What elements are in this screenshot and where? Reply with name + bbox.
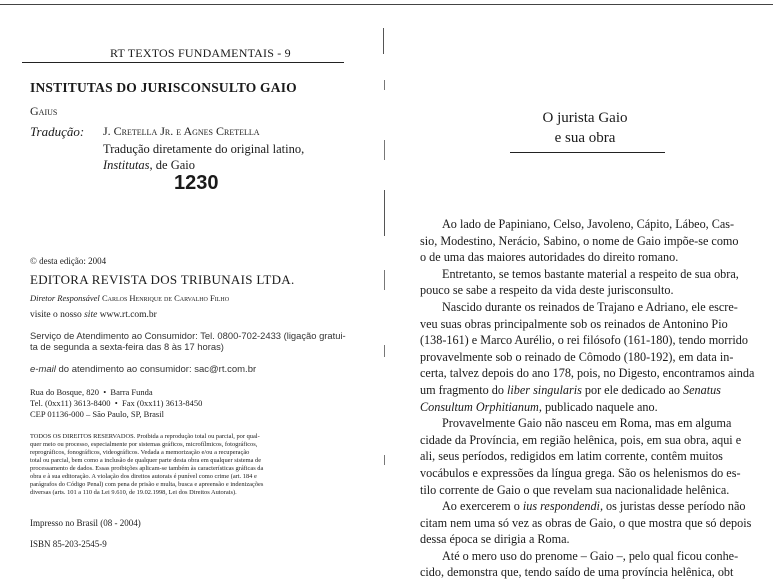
paragraph-line: o de uma das maiores autoridades do direito romano. (420, 250, 679, 265)
rights-line: TODOS OS DIREITOS RESERVADOS. Proibida a reprodução total ou parcial, por qual- (30, 433, 260, 440)
rights-line: total ou parcial, bem como a inclusão de qualquer parte desta obra em qualquer sistema de (30, 457, 262, 464)
running-head: RT TEXTOS FUNDAMENTAIS - 9 (110, 46, 291, 60)
italic-run: Consultum Orphitianum, (420, 399, 542, 414)
paragraph-line: dessa época se dirigia a Roma. (420, 532, 570, 547)
paragraph-line (420, 382, 768, 399)
italic-run: liber singularis (507, 382, 582, 397)
email-label: e-mail (30, 364, 56, 375)
director-label: Diretor Responsável (30, 293, 100, 303)
address-line-3: CEP 01136-000 – São Paulo, SP, Brasil (30, 409, 164, 419)
address-line-1: Rua do Bosque, 820 • Barra Funda (30, 387, 153, 397)
paragraph-line (420, 498, 768, 515)
rights-block (30, 433, 263, 497)
rights-line: reprográficos, fonográficos, videográficos. Vedada a memorização e/ou a recuperação (30, 449, 250, 456)
gutter-mark (384, 140, 385, 160)
latin-title: Institutas, (103, 158, 153, 172)
text-run: um fragmento do (420, 382, 507, 397)
translation-note-rest: de Gaio (152, 158, 196, 172)
translation-label: Tradução: (30, 124, 85, 139)
paragraph-line: citam nem uma só vez as obras de Gaio, o que mostra que só depois (420, 515, 752, 530)
text-run: Ao exercerem o (442, 499, 523, 514)
rights-line: processamento de dados. Essas proibições aplicam-se também às características gráficas da (30, 465, 264, 472)
paragraph-line: Ao lado de Papiniano, Celso, Javoleno, Cápito, Lábeo, Cas- (442, 217, 735, 231)
gutter-mark (384, 345, 385, 357)
paragraph-line: Provavelmente Gaio não nasceu em Roma, mas em alguma (442, 416, 732, 431)
stamp-number: 1230 (174, 172, 219, 194)
book-title: INSTITUTAS DO JURISCONSULTO GAIO (30, 80, 297, 95)
director-name: Carlos Henrique de Carvalho Filho (101, 293, 230, 303)
printed-line: Impresso no Brasil (08 - 2004) (30, 518, 141, 528)
gutter-mark (384, 80, 385, 90)
running-head-rule (22, 62, 344, 63)
italic-run: Senatus (683, 382, 721, 397)
chapter-title-line-1: O jurista Gaio (542, 110, 628, 126)
paragraph-line: Nascido durante os reinados de Trajano e Adriano, ele escre- (442, 299, 738, 314)
publisher: EDITORA REVISTA DOS TRIBUNAIS LTDA. (30, 272, 295, 287)
isbn-line: ISBN 85-203-2545-9 (30, 539, 107, 549)
italic-run: ius respondendi, (522, 499, 603, 514)
paragraph-line: provavelmente sob o reinado de Cômodo (180-192), em data in- (420, 349, 734, 364)
paragraph-line: pouco se sabe a respeito da vida deste jurisconsulto. (420, 283, 674, 298)
paragraph-line: cidade da Província, em região helênica, pois, em sua obra, aqui e (420, 432, 742, 447)
author: Gaius (30, 104, 58, 118)
address-line-2: Tel. (0xx11) 3613-8400 • Fax (0xx11) 3613-8450 (30, 398, 203, 408)
paragraph-line: Até o mero uso do prenome – Gaio –, pelo qual ficou conhe- (442, 548, 739, 563)
paragraph-line: Entretanto, se temos bastante material a respeito de sua obra, (442, 266, 739, 281)
paragraph-line: cido, demonstra que, tendo saído de uma província helênica, obt (420, 565, 734, 580)
paragraph-line: sio, Modestino, Nerácio, Sabino, o nome de Gaio impõe-se como (420, 233, 739, 248)
edition-line: © desta edição: 2004 (30, 256, 107, 266)
email-line (30, 364, 256, 375)
top-rule (0, 4, 773, 5)
paragraph-line (420, 399, 768, 416)
paragraph-line: vocábulos e expressões da língua grega. São os helenismos do es- (420, 465, 741, 480)
service-line-2: ta de segunda a sexta-feira das 8 às 17 horas) (30, 341, 224, 352)
rights-line: diversas (arts. 101 a 110 da Lei 9.610, de 19.02.1998, Lei dos Direitos Autorais). (30, 489, 237, 496)
rights-line: quer meio ou processo, especialmente por sistemas gráficos, microfílmicos, fotográficos, (30, 441, 258, 448)
chapter-title-line-2: e sua obra (554, 130, 616, 146)
translators: J. Cretella Jr. e Agnes Cretella (103, 124, 260, 138)
text-run: publicado naquele ano. (541, 399, 658, 414)
email-rest[interactable]: do atendimento ao consumidor: sac@rt.com.br (55, 364, 257, 375)
rights-line: obra e à sua editoração. A violação dos direitos autorais é punível como crime (art. 184 e (30, 473, 257, 480)
visit-prefix: visite o nosso (30, 310, 85, 320)
paragraph-line: ali, seus períodos, redigidos em latim corrente, contêm muitos (420, 449, 723, 464)
paragraph-line: certa, talvez depois do ano 178, pois, no Digesto, encontramos ainda (420, 366, 755, 381)
director-line (30, 293, 229, 303)
visit-line (30, 310, 157, 320)
translation-note: Tradução diretamente do original latino, (103, 142, 305, 156)
body-text (420, 216, 768, 581)
service-line-1: Serviço de Atendimento ao Consumidor: Tel. 0800-702-2433 (ligação gratui- (30, 330, 346, 341)
gutter-mark (383, 28, 384, 54)
visit-site-word: site (84, 310, 98, 320)
gutter-mark (384, 190, 385, 236)
chapter-title-rule (510, 152, 665, 153)
gutter-mark (384, 455, 385, 465)
rights-line: parágrafos do Código Penal) com pena de prisão e multa, busca e apreensão e indenizações (30, 481, 264, 488)
visit-url[interactable]: www.rt.com.br (97, 310, 157, 320)
paragraph-line: tilo corrente de Gaio o que revelam sua nacionalidade helênica. (420, 482, 730, 497)
paragraph-line: veu suas obras principalmente sob os reinados de Antonino Pio (420, 316, 728, 331)
text-run: por ele dedicado ao (581, 382, 684, 397)
paragraph-line: (138-161) e Marco Aurélio, o rei filósofo (161-180), tendo morrido (420, 333, 748, 348)
gutter-mark (384, 270, 385, 290)
text-run: os juristas desse período não (603, 499, 746, 514)
translation-note-2 (103, 158, 195, 173)
